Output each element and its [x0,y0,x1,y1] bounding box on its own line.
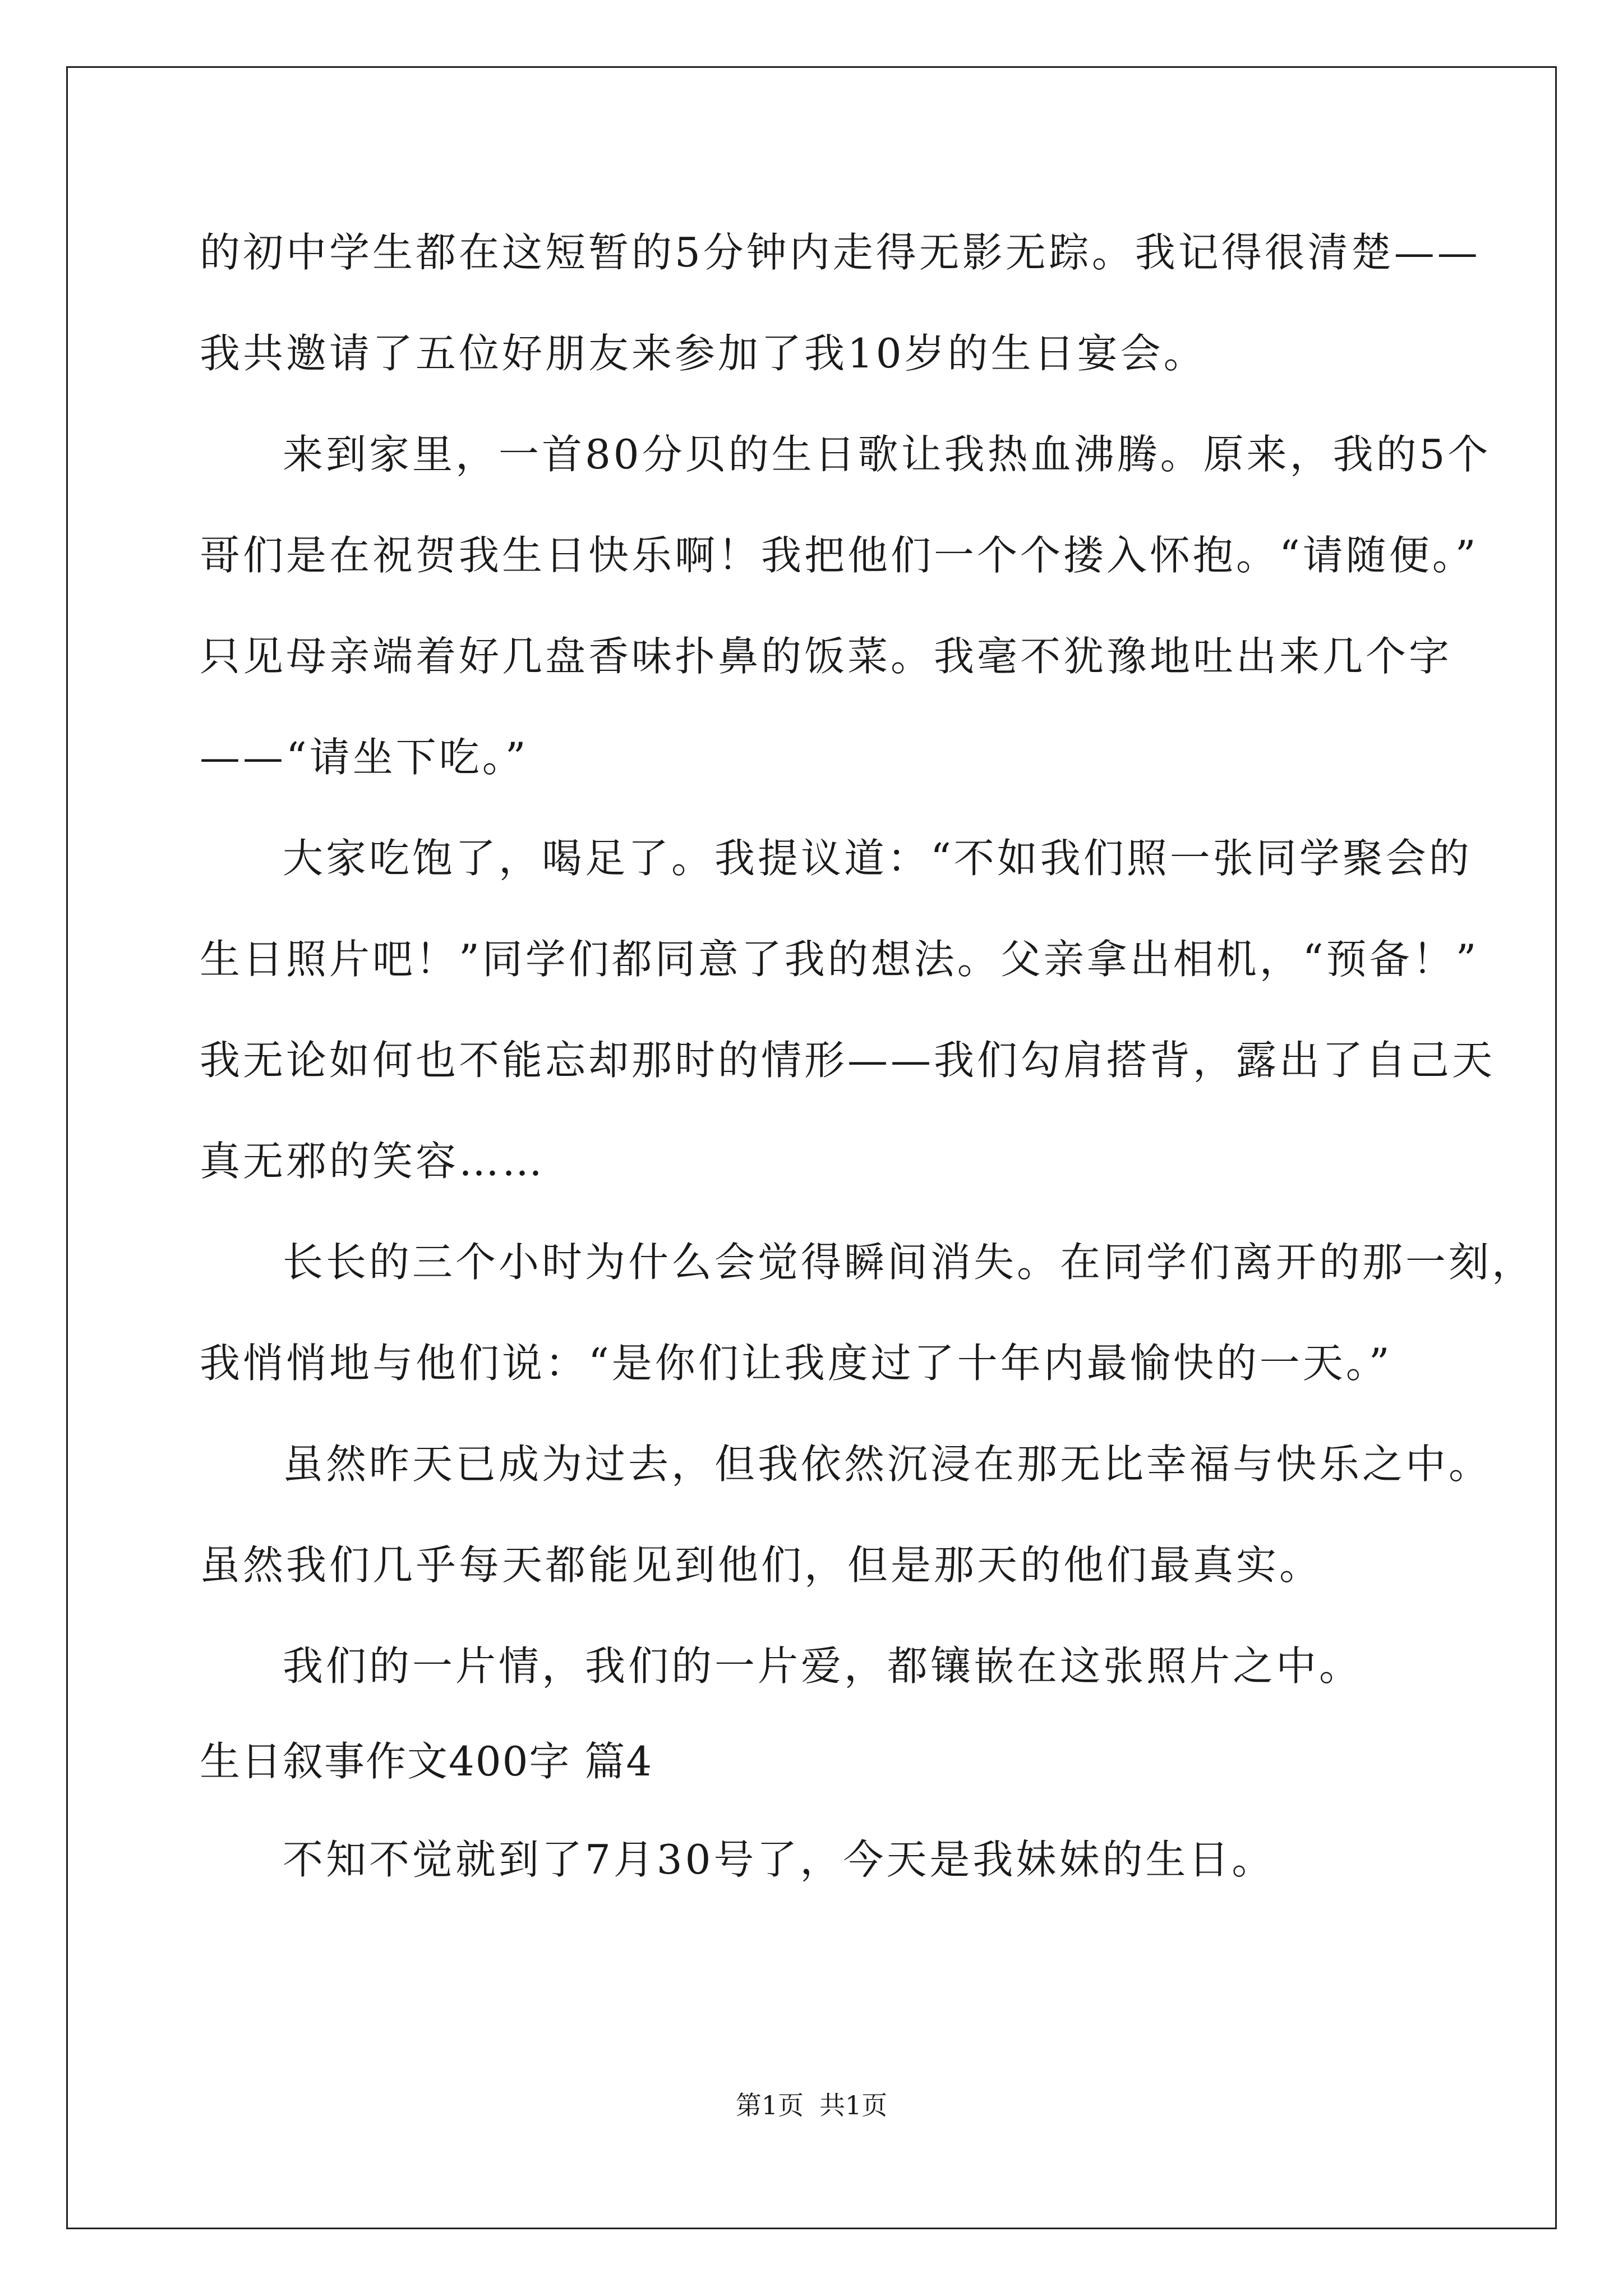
text-line: 只见母亲端着好几盘香味扑鼻的饭菜。我毫不犹豫地吐出来几个字 [200,633,1453,680]
text-line: 长长的三个小时为什么会觉得瞬间消失。在同学们离开的那一刻， [283,1239,1536,1286]
page-number: 第1页 [735,2090,804,2120]
text-line: 虽然我们几乎每天都能见到他们，但是那天的他们最真实。 [200,1542,1323,1589]
text-line: 来到家里，一首80分贝的生日歌让我热血沸腾。原来，我的5个 [283,431,1491,478]
text-line: 的初中学生都在这短暂的5分钟内走得无影无踪。我记得很清楚—— [200,229,1481,276]
text-line: ——“请坐下吃。” [200,734,529,781]
text-line: 我们的一片情，我们的一片爱，都镶嵌在这张照片之中。 [283,1642,1363,1690]
text-line: 不知不觉就到了7月30号了，今天是我妹妹的生日。 [283,1836,1275,1883]
text-line: 我悄悄地与他们说：“是你们让我度过了十年内最愉快的一天。” [200,1340,1393,1387]
text-line: 大家吃饱了，喝足了。我提议道：“不如我们照一张同学聚会的 [283,835,1472,882]
text-line: 真无邪的笑容…… [200,1138,546,1185]
text-line: 生日照片吧！”同学们都同意了我的想法。父亲拿出相机，“预备！” [200,936,1479,983]
text-line: 我共邀请了五位好朋友来参加了我10岁的生日宴会。 [200,330,1207,377]
section-title: 生日叙事作文400字 篇4 [200,1738,653,1785]
page-footer [0,2088,1623,2122]
text-line: 哥们是在祝贺我生日快乐啊！我把他们一个个搂入怀抱。“请随便。” [200,532,1479,579]
text-line: 虽然昨天已成为过去，但我依然沉浸在那无比幸福与快乐之中。 [283,1441,1492,1488]
page-total: 共1页 [819,2090,888,2120]
text-line: 我无论如何也不能忘却那时的情形——我们勾肩搭背，露出了自己天 [200,1037,1496,1084]
